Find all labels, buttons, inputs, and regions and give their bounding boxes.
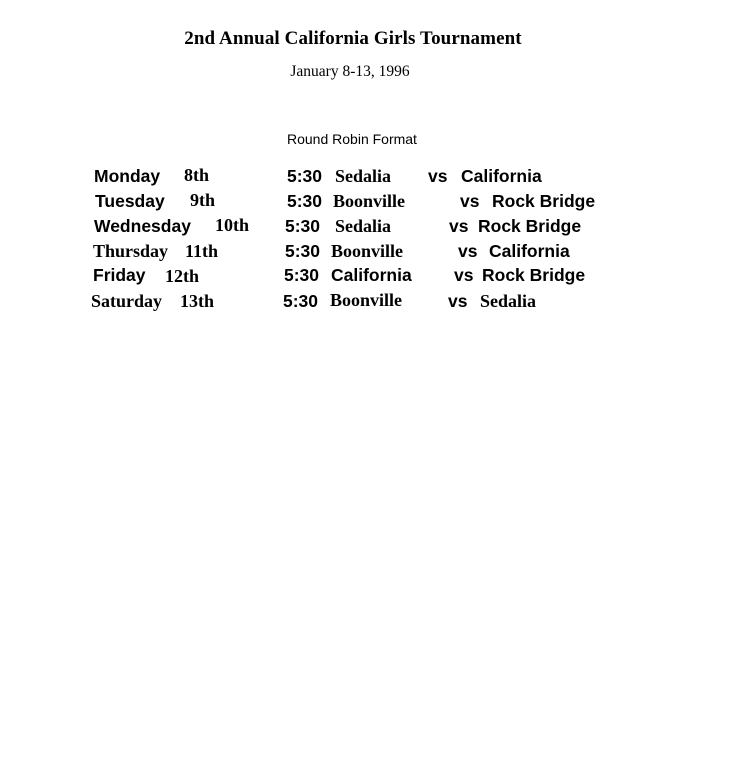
date-label: 13th — [180, 291, 215, 311]
schedule-row — [0, 291, 730, 315]
vs-label: vs — [428, 166, 448, 186]
home-team: Boonville — [333, 191, 406, 211]
day-label: Saturday — [91, 291, 163, 311]
away-team: Rock Bridge — [478, 216, 582, 236]
game-time: 5:30 — [285, 216, 321, 236]
game-time: 5:30 — [287, 191, 323, 211]
date-label: 10th — [215, 215, 250, 235]
game-time: 5:30 — [283, 291, 319, 311]
home-team: Boonville — [330, 290, 403, 310]
home-team: Sedalia — [335, 216, 392, 236]
format-label: Round Robin Format — [287, 131, 417, 147]
away-team: California — [489, 241, 570, 261]
away-team: Rock Bridge — [492, 191, 596, 211]
vs-label: vs — [448, 291, 468, 311]
date-label: 12th — [165, 266, 200, 286]
schedule-row — [0, 191, 730, 215]
schedule-row — [0, 216, 730, 240]
vs-label: vs — [460, 191, 480, 211]
tournament-title: 2nd Annual California Girls Tournament — [184, 28, 522, 49]
date-label: 9th — [190, 190, 216, 210]
home-team: Boonville — [331, 241, 404, 261]
away-team: Rock Bridge — [482, 265, 586, 285]
day-label: Friday — [93, 265, 146, 285]
vs-label: vs — [454, 265, 474, 285]
date-label: 8th — [184, 165, 210, 185]
game-time: 5:30 — [285, 241, 321, 261]
schedule-row — [0, 265, 730, 289]
tournament-dates: January 8-13, 1996 — [290, 63, 410, 80]
game-time: 5:30 — [284, 265, 320, 285]
game-time: 5:30 — [287, 166, 323, 186]
away-team: California — [461, 166, 542, 186]
vs-label: vs — [458, 241, 478, 261]
away-team: Sedalia — [480, 291, 537, 311]
schedule-row — [0, 241, 730, 265]
vs-label: vs — [449, 216, 469, 236]
home-team: Sedalia — [335, 166, 392, 186]
date-label: 11th — [185, 241, 219, 261]
day-label: Thursday — [93, 241, 169, 261]
day-label: Tuesday — [95, 191, 165, 211]
day-label: Wednesday — [94, 216, 191, 236]
day-label: Monday — [94, 166, 161, 186]
schedule-row — [0, 166, 730, 190]
home-team: California — [331, 265, 412, 285]
